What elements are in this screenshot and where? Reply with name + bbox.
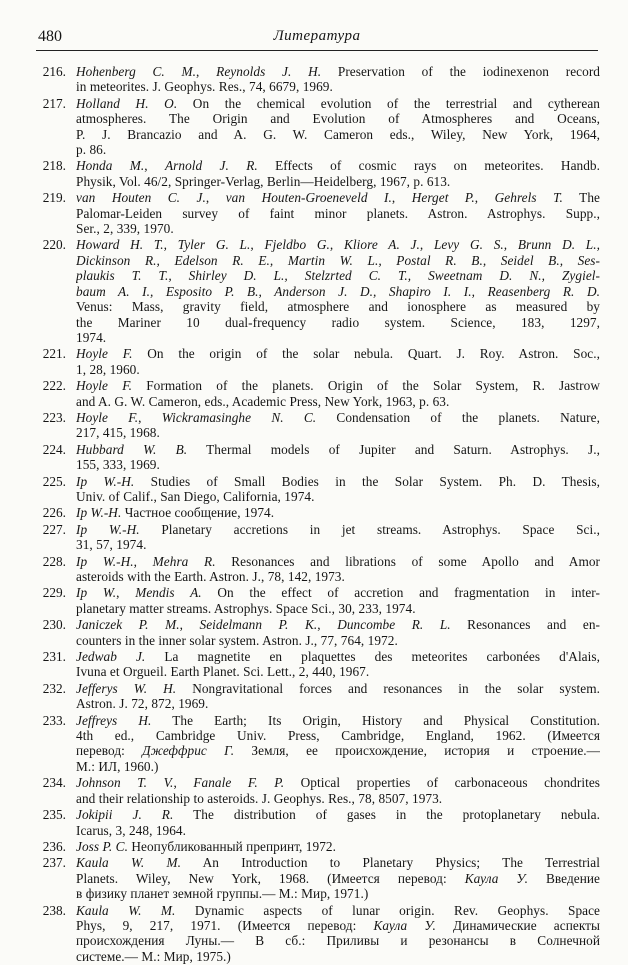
author-text: Wickramasinghe N. C. <box>161 409 317 425</box>
reference-line <box>76 253 600 268</box>
reference-item <box>34 410 600 441</box>
reference-line <box>76 664 600 679</box>
reference-line <box>76 425 600 440</box>
author-text: Dickinson R., Edelson R. E., Martin W. L., Postal R. B., Seidel B., Ses- <box>76 252 600 268</box>
reference-line <box>76 855 600 870</box>
reference-item <box>34 190 600 236</box>
reference-text: Dynamic aspects of lunar origin. Rev. Geophys. Space <box>175 902 600 918</box>
author-text: Ip W.-H. <box>76 473 135 489</box>
author-text: Arnold J. R. <box>164 158 258 174</box>
reference-line <box>76 903 600 918</box>
reference-line <box>76 79 600 94</box>
author-text: Fanale F. P. <box>193 775 285 791</box>
reference-line <box>76 489 600 504</box>
reference-number: 235. <box>42 807 66 823</box>
reference-number: 237. <box>42 855 66 871</box>
reference-text: 1974. <box>76 329 107 345</box>
reference-line <box>76 190 600 205</box>
reference-line <box>76 474 600 489</box>
author-text: baum A. I., Esposito P. B., Anderson J. D., Shapiro I. I., Reasenberg R. D. <box>76 283 600 299</box>
reference-text: planetary matter streams. Astrophys. Space Sci., 30, 233, 1974. <box>76 600 416 616</box>
author-text: Kaula W. M. <box>76 902 176 918</box>
reference-item <box>34 585 600 616</box>
reference-text: the Mariner 10 dual-frequency radio system. Science, 183, 1297, <box>76 314 600 330</box>
reference-line <box>76 394 600 409</box>
reference-text: Preservation of the iodinexenon record <box>321 64 600 79</box>
reference-number: 227. <box>42 521 66 537</box>
reference-number: 223. <box>42 409 66 425</box>
reference-text: The <box>562 190 600 206</box>
reference-number: 232. <box>42 680 66 696</box>
reference-item <box>34 522 600 553</box>
reference-line <box>76 649 600 664</box>
reference-number: 233. <box>42 712 66 728</box>
reference-line <box>76 918 600 933</box>
reference-text: Земля, ее происхождение, история и строение.— <box>234 743 600 759</box>
reference-text: Phys, 9, 217, 1971. (Имеется перевод: <box>76 917 374 933</box>
reference-item <box>34 713 600 775</box>
reference-line <box>76 346 600 361</box>
reference-text: p. 86. <box>76 142 107 158</box>
reference-item <box>34 839 600 854</box>
reference-line <box>76 522 600 537</box>
running-title: Литература <box>273 28 361 44</box>
reference-item <box>34 855 600 901</box>
reference-line <box>76 791 600 806</box>
author-text: Hohenberg C. M. <box>76 64 197 79</box>
reference-number: 220. <box>42 237 66 253</box>
reference-text: , <box>205 190 226 206</box>
reference-line <box>76 174 600 189</box>
reference-item <box>34 474 600 505</box>
author-text: Howard H. T., Tyler G. L., Fjeldbo G., Kliore A. J., Levy G. S., Brunn D. L., <box>76 237 600 253</box>
reference-number: 218. <box>42 158 66 174</box>
reference-line <box>76 457 600 472</box>
reference-line <box>76 378 600 393</box>
author-text: Mehra R. <box>152 553 216 569</box>
reference-text: , <box>116 585 136 601</box>
reference-text: Physik, Vol. 46/2, Springer-Verlag, Berlin—Heidelberg, 1967, p. 613. <box>76 173 451 189</box>
reference-number: 224. <box>42 441 66 457</box>
reference-text: Univ. of Calif., San Diego, California, 1974. <box>76 488 315 504</box>
reference-text: On the effect of accretion and fragmentation in inter- <box>201 585 600 601</box>
reference-line <box>76 949 600 964</box>
reference-item <box>34 681 600 712</box>
reference-text: Optical properties of carbonaceous chondrites <box>284 775 600 791</box>
reference-text: The Earth; Its Origin, History and Physical Constitution. <box>151 712 600 728</box>
reference-number: 216. <box>42 64 66 79</box>
reference-text: asteroids with the Earth. Astron. J., 78, 142, 1973. <box>76 569 345 584</box>
reference-text: Astron. J. 72, 872, 1969. <box>76 696 209 712</box>
reference-line <box>76 362 600 377</box>
reference-text: and their relationship to asteroids. J. Geophys. Res., 78, 8507, 1973. <box>76 790 443 806</box>
reference-number: 234. <box>42 775 66 791</box>
reference-text: Неопубликованный препринт, 1972. <box>127 838 336 854</box>
author-text: van Houten C. J. <box>76 190 206 206</box>
reference-line <box>76 442 600 457</box>
reference-line <box>76 284 600 299</box>
reference-item <box>34 505 600 520</box>
reference-text: 217, 415, 1968. <box>76 425 160 441</box>
reference-text: On the chemical evolution of the terrestrial and cytherean <box>177 95 600 111</box>
reference-line <box>76 696 600 711</box>
reference-text: , <box>138 409 162 425</box>
reference-text: , <box>133 553 153 569</box>
reference-text: Planets. Wiley, New York, 1968. (Имеется перевод: <box>76 870 465 886</box>
reference-line <box>76 743 600 758</box>
reference-line <box>76 410 600 425</box>
author-text: Ip W. <box>76 585 117 601</box>
reference-line <box>76 886 600 901</box>
author-text: Kaula W. M. <box>76 855 182 871</box>
reference-text: The distribution of gases in the protoplanetary nebula. <box>173 807 600 823</box>
reference-item <box>34 158 600 189</box>
reference-item <box>34 96 600 158</box>
reference-number: 236. <box>42 838 66 854</box>
reference-text: Введение <box>527 870 600 886</box>
reference-text: Частное сообщение, 1974. <box>121 505 275 521</box>
reference-number: 217. <box>42 95 66 111</box>
reference-list <box>34 64 600 965</box>
author-text: Ip W.-H. <box>76 553 134 569</box>
author-text: Ip W.-H. <box>76 505 122 521</box>
author-text: Jefferys W. H. <box>76 680 177 696</box>
reference-line <box>76 681 600 696</box>
reference-line <box>76 206 600 221</box>
reference-text: and A. G. W. Cameron, eds., Academic Press, New York, 1963, p. 63. <box>76 393 450 409</box>
reference-text: , <box>196 64 217 79</box>
reference-item <box>34 64 600 95</box>
reference-line <box>76 221 600 236</box>
reference-text: Nongravitational forces and resonances in the solar system. <box>176 680 600 696</box>
reference-line <box>76 537 600 552</box>
author-text: Джеффрис Г. <box>142 743 235 759</box>
reference-text: counters in the inner solar system. Astron. J., 77, 764, 1972. <box>76 632 398 648</box>
author-text: Каула У. <box>464 870 528 886</box>
reference-text: , <box>391 190 412 206</box>
reference-line <box>76 299 600 314</box>
reference-text: происхождения Луны.— В сб.: Приливы и резонансы в Солнечной <box>76 933 600 949</box>
reference-item <box>34 649 600 680</box>
reference-line <box>76 775 600 790</box>
reference-item <box>34 775 600 806</box>
reference-text: 4th ed., Cambridge Univ. Press, Cambridge, England, 1962. (Имеется <box>76 728 600 744</box>
reference-line <box>76 330 600 345</box>
author-text: Hoyle F. <box>76 346 133 362</box>
author-text: Gehrels T. <box>494 190 563 206</box>
reference-text: 155, 333, 1969. <box>76 457 160 473</box>
author-text: Jedwab J. <box>76 649 146 665</box>
reference-text: Venus: Mass, gravity field, atmosphere and ionosphere as measured by <box>76 299 600 315</box>
reference-text: М.: ИЛ, 1960.) <box>76 758 159 774</box>
reference-line <box>76 127 600 142</box>
reference-line <box>76 633 600 648</box>
reference-text: La magnetite en plaquettes des meteorites carbonées d'Alais, <box>145 649 600 665</box>
reference-text: Ivuna et Orgueil. Earth Planet. Sci. Lett., 2, 440, 1967. <box>76 664 370 680</box>
author-text: Holland H. O. <box>76 95 178 111</box>
author-text: Jokipii J. R. <box>76 807 174 823</box>
author-text: Ip W.-H. <box>76 521 140 537</box>
reference-line <box>76 64 600 79</box>
reference-item <box>34 442 600 473</box>
author-text: Reynolds J. H. <box>216 64 322 79</box>
reference-text: Condensation of the planets. Nature, <box>316 409 600 425</box>
reference-number: 219. <box>42 190 66 206</box>
reference-number: 221. <box>42 346 66 362</box>
author-text: Joss P. C. <box>76 838 128 854</box>
author-text: Hubbard W. B. <box>76 441 188 457</box>
reference-text: Palomar-Leiden survey of faint minor planets. Astron. Astrophys. Supp., <box>76 205 600 221</box>
reference-text: , <box>179 617 200 633</box>
reference-text: P. J. Brancazio and A. G. W. Cameron eds., Wiley, New York, 1964, <box>76 126 600 142</box>
reference-item <box>34 378 600 409</box>
reference-number: 238. <box>42 902 66 918</box>
reference-line <box>76 759 600 774</box>
reference-text: , <box>474 190 495 206</box>
reference-line <box>76 237 600 252</box>
reference-number: 222. <box>42 378 66 394</box>
reference-line <box>76 268 600 283</box>
reference-line <box>76 728 600 743</box>
reference-line <box>76 585 600 600</box>
reference-text: системе.— М.: Мир, 1975.) <box>76 948 231 964</box>
author-text: Hoyle F. <box>76 409 139 425</box>
author-text: Honda M. <box>76 158 145 174</box>
author-text: van Houten-Groeneveld I. <box>225 190 392 206</box>
reference-text: , <box>173 775 194 791</box>
reference-text: An Introduction to Planetary Physics; The Terrestrial <box>181 855 600 871</box>
author-text: Seidelmann P. K. <box>199 617 318 633</box>
reference-number: 229. <box>42 585 66 601</box>
reference-number: 230. <box>42 617 66 633</box>
reference-number: 231. <box>42 649 66 665</box>
reference-number: 228. <box>42 553 66 569</box>
reference-text: , <box>317 617 338 633</box>
reference-line <box>76 142 600 157</box>
reference-line <box>76 96 600 111</box>
author-text: Johnson T. V. <box>76 775 174 791</box>
author-text: Каула У. <box>373 917 436 933</box>
reference-text: Studies of Small Bodies in the Solar System. Ph. D. Thesis, <box>134 473 600 489</box>
reference-line <box>76 158 600 173</box>
reference-text: Resonances and en- <box>450 617 600 633</box>
reference-text: в физику планет земной группы.— М.: Мир, 1971.) <box>76 886 369 902</box>
reference-line <box>76 601 600 616</box>
page-number: 480 <box>38 28 62 45</box>
author-text: Duncombe R. L. <box>337 617 451 633</box>
author-text: Herget P. <box>411 190 475 206</box>
reference-number: 226. <box>42 505 66 521</box>
reference-line <box>76 505 600 520</box>
reference-item <box>34 554 600 585</box>
author-text: Hoyle F. <box>76 378 133 394</box>
reference-text: On the origin of the solar nebula. Quart. J. Roy. Astron. Soc., <box>132 346 600 362</box>
reference-item <box>34 807 600 838</box>
reference-text: Resonances and librations of some Apollo and Amor <box>215 553 600 569</box>
reference-line <box>76 569 600 584</box>
author-text: Jeffreys H. <box>76 712 152 728</box>
author-text: Janiczek P. M. <box>76 617 180 633</box>
reference-item <box>34 617 600 648</box>
reference-text: Effects of cosmic rays on meteorites. Handb. <box>257 158 600 174</box>
reference-number: 225. <box>42 473 66 489</box>
reference-line <box>76 617 600 632</box>
reference-line <box>76 933 600 948</box>
reference-item <box>34 237 600 345</box>
reference-line <box>76 807 600 822</box>
reference-item <box>34 346 600 377</box>
author-text: Mendis A. <box>135 585 202 601</box>
reference-line <box>76 713 600 728</box>
reference-text: in meteorites. J. Geophys. Res., 74, 6679, 1969. <box>76 79 333 95</box>
reference-line <box>76 823 600 838</box>
reference-text: Icarus, 3, 248, 1964. <box>76 822 186 838</box>
reference-text: Ser., 2, 339, 1970. <box>76 221 174 237</box>
page-header <box>36 28 598 51</box>
reference-item <box>34 903 600 965</box>
reference-text: , <box>144 158 165 174</box>
reference-text: Formation of the planets. Origin of the Solar System, R. Jastrow <box>132 378 600 394</box>
reference-line <box>76 839 600 854</box>
reference-line <box>76 554 600 569</box>
author-text: plaukis T. T., Shirley D. L., Stelzrted C. T., Sweetnam D. N., Zygiel- <box>76 268 600 284</box>
reference-text: Planetary accretions in jet streams. Astrophys. Space Sci., <box>139 521 600 537</box>
reference-line <box>76 315 600 330</box>
reference-text: 1, 28, 1960. <box>76 361 140 377</box>
reference-text: перевод: <box>76 743 143 759</box>
reference-text: 31, 57, 1974. <box>76 537 147 553</box>
reference-text: Динамические аспекты <box>435 917 600 933</box>
reference-line <box>76 871 600 886</box>
reference-text: Thermal models of Jupiter and Saturn. Astrophys. J., <box>187 441 600 457</box>
reference-text: atmospheres. The Origin and Evolution of Atmospheres and Oceans, <box>76 111 600 127</box>
reference-line <box>76 111 600 126</box>
